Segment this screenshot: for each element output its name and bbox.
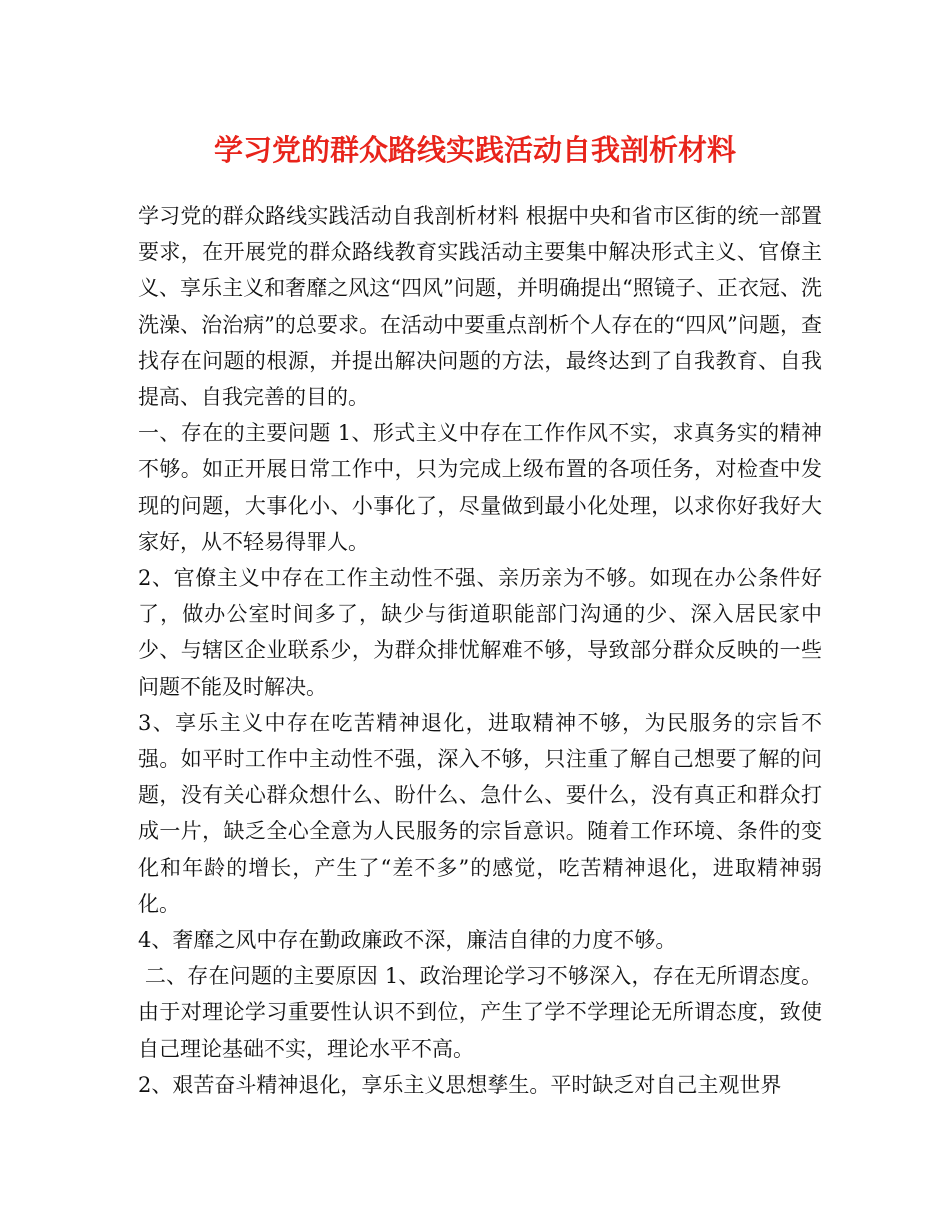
paragraph: 4、奢靡之风中存在勤政廉政不深，廉洁自律的力度不够。 <box>138 928 677 953</box>
document-body <box>138 198 822 1103</box>
document-title: 学习党的群众路线实践活动自我剖析材料 <box>213 133 736 167</box>
paragraph: 2、官僚主义中存在工作主动性不强、亲历亲为不够。如现在办公条件好了，做办公室时间多了，缺少与街道职能部门沟通的少、深入居民家中少、与辖区企业联系少，为群众排忧解难不够，导致部分群众反映的一些问题不能及时解决。 <box>138 566 822 699</box>
paragraph: 二、存在问题的主要原因 1、政治理论学习不够深入，存在无所谓态度。由于对理论学习重要性认识不到位，产生了学不学理论无所谓态度，致使自己理论基础不实，理论水平不高。 <box>138 964 822 1061</box>
paragraph: 2、艰苦奋斗精神退化，享乐主义思想孳生。平时缺乏对自己主观世界 <box>138 1072 782 1097</box>
paragraph: 3、享乐主义中存在吃苦精神退化，进取精神不够，为民服务的宗旨不强。如平时工作中主动性不强，深入不够，只注重了解自己想要了解的问题，没有关心群众想什么、盼什么、急什么、要什么，没有真正和群众打成一片，缺乏全心全意为人民服务的宗旨意识。随着工作环境、条件的变化和年龄的增长，产生了“差不多”的感觉，吃苦精神退化，进取精神弱化。 <box>138 710 822 916</box>
paragraph: 一、存在的主要问题 1、形式主义中存在工作作风不实，求真务实的精神不够。如正开展日常工作中，只为完成上级布置的各项任务，对检查中发现的问题，大事化小、小事化了，尽量做到最小化处理，以求你好我好大家好，从不轻易得罪人。 <box>138 421 822 554</box>
paragraph: 学习党的群众路线实践活动自我剖析材料 根据中央和省市区街的统一部置要求，在开展党的群众路线教育实践活动主要集中解决形式主义、官僚主义、享乐主义和奢靡之风这“四风”问题，并明确提出“照镜子、正衣冠、洗洗澡、治治病”的总要求。在活动中要重点剖析个人存在的“四风”问题，查找存在问题的根源，并提出解决问题的方法，最终达到了自我教育、自我提高、自我完善的目的。 <box>138 204 822 410</box>
